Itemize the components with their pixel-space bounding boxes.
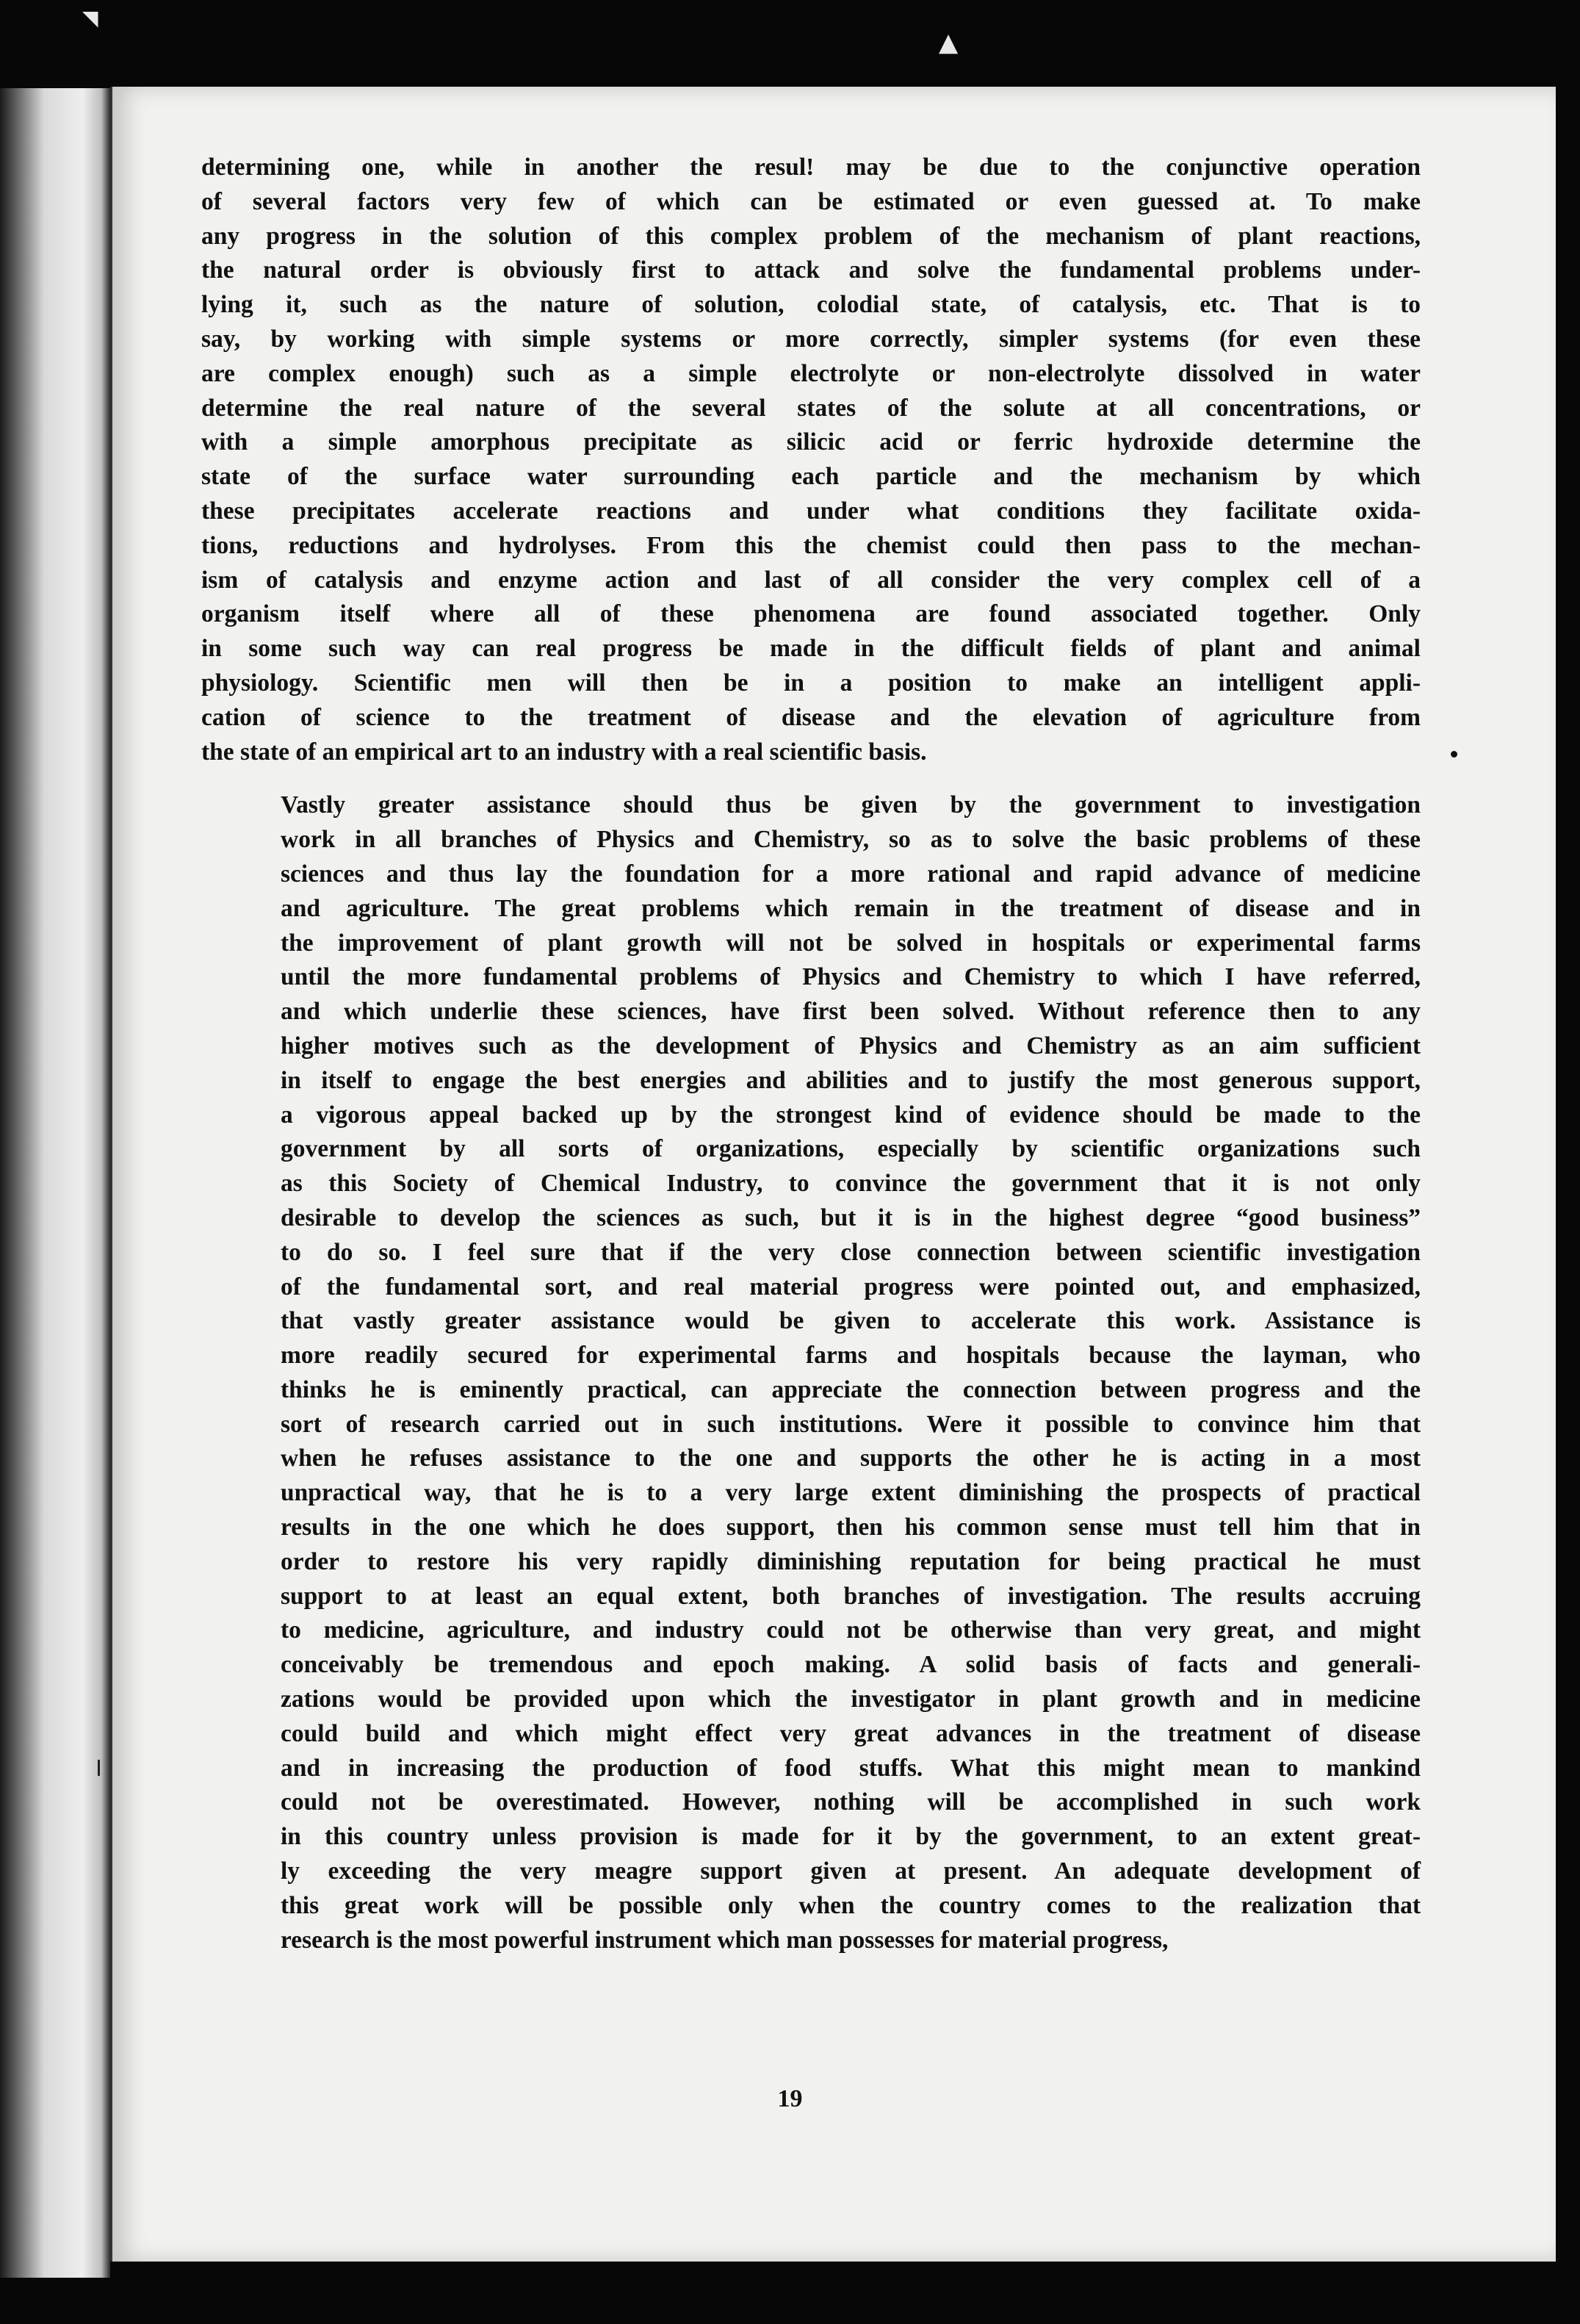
text-line: say, by working with simple systems or more correctly, simpler systems (for even these [201,325,1421,353]
page-body [201,151,1421,1957]
margin-dot [1451,751,1457,758]
text-line: more readily secured for experimental farms and hospitals because the layman, who [281,1342,1421,1370]
paragraph-1 [201,151,1421,769]
text-line: in this country unless provision is made for it by the government, to an extent great- [281,1823,1421,1851]
page-number: 19 [777,2085,803,2112]
text-line: unpractical way, that he is to a very large extent diminishing the prospects of practical [281,1479,1421,1507]
text-line: support to at least an equal extent, both branches of investigation. The results accruing [281,1582,1421,1610]
text-line: could build and which might effect very great advances in the treatment of disease [281,1719,1421,1747]
triangle-mark: ▲ [939,28,959,57]
text-line: a vigorous appeal backed up by the strongest kind of evidence should be made to the [281,1101,1421,1129]
text-line: that vastly greater assistance would be given to accelerate this work. Assistance is [281,1307,1421,1335]
text-line: conceivably be tremendous and epoch making. A solid basis of facts and generali- [281,1651,1421,1679]
text-line: and agriculture. The great problems which remain in the treatment of disease and in [281,894,1421,922]
text-line: of the fundamental sort, and real material progress were pointed out, and emphasized, [281,1273,1421,1300]
text-line: to medicine, agriculture, and industry could not be otherwise than very great, and might [281,1616,1421,1644]
text-line: the state of an empirical art to an industry with a real scientific basis. [201,738,927,766]
margin-tick [98,1760,100,1776]
text-line: sciences and thus lay the foundation for a more rational and rapid advance of medicine [281,860,1421,888]
text-line: determine the real nature of the several states of the solute at all concentrations, or [201,394,1421,422]
text-line: government by all sorts of organizations, especially by scientific organizations such [281,1135,1421,1163]
text-line: Vastly greater assistance should thus be given by the government to investigation [281,791,1421,819]
text-line: when he refuses assistance to the one and supports the other he is acting in a most [281,1445,1421,1472]
text-line: physiology. Scientific men will then be in a position to make an intelligent appli- [201,669,1421,697]
text-line: as this Society of Chemical Industry, to convince the government that it is not only [281,1170,1421,1198]
text-line: ly exceeding the very meagre support given at present. An adequate development of [281,1857,1421,1885]
text-line: until the more fundamental problems of Physics and Chemistry to which I have referred, [281,963,1421,991]
text-line: desirable to develop the sciences as such, but it is in the highest degree “good business” [281,1204,1421,1231]
text-line: tions, reductions and hydrolyses. From this the chemist could then pass to the mechan- [201,531,1421,559]
text-line: the improvement of plant growth will not be solved in hospitals or experimental farms [281,929,1421,957]
text-line: ism of catalysis and enzyme action and last of all consider the very complex cell of a [201,566,1421,594]
text-line: cation of science to the treatment of disease and the elevation of agriculture from [201,703,1421,731]
text-line: higher motives such as the development of Physics and Chemistry as an aim sufficient [281,1032,1421,1060]
paragraph-2 [201,788,1421,1957]
text-line: research is the most powerful instrument which man possesses for material progress, [281,1926,1169,1954]
text-line: work in all branches of Physics and Chemistry, so as to solve the basic problems of these [281,826,1421,854]
text-line: results in the one which he does support, then his common sense must tell him that in [281,1514,1421,1541]
text-line: these precipitates accelerate reactions and under what conditions they facilitate oxida- [201,497,1421,525]
text-line: zations would be provided upon which the investigator in plant growth and in medicine [281,1686,1421,1713]
text-line: with a simple amorphous precipitate as silicic acid or ferric hydroxide determine the [201,428,1421,456]
left-page-edge [0,88,110,2278]
text-line: and in increasing the production of food stuffs. What this might mean to mankind [281,1754,1421,1782]
text-line: to do so. I feel sure that if the very close connection between scientific investigation [281,1238,1421,1266]
text-line: sort of research carried out in such institutions. Were it possible to convince him that [281,1410,1421,1438]
text-line: in itself to engage the best energies and abilities and to justify the most generous support, [281,1066,1421,1094]
text-line: thinks he is eminently practical, can appreciate the connection between progress and the [281,1375,1421,1403]
text-line: could not be overestimated. However, nothing will be accomplished in such work [281,1788,1421,1816]
text-line: organism itself where all of these phenomena are found associated together. Only [201,600,1421,628]
corner-mark: ◥ [82,6,98,30]
text-line: lying it, such as the nature of solution, colodial state, of catalysis, etc. That is to [201,291,1421,319]
text-line: any progress in the solution of this complex problem of the mechanism of plant reactions, [201,222,1421,250]
text-line: state of the surface water surrounding each particle and the mechanism by which [201,463,1421,491]
text-line: order to restore his very rapidly diminishing reputation for being practical he must [281,1547,1421,1575]
text-line: this great work will be possible only when the country comes to the realization that [281,1891,1421,1919]
text-line: in some such way can real progress be made in the difficult fields of plant and animal [201,635,1421,663]
text-line: of several factors very few of which can be estimated or even guessed at. To make [201,187,1421,215]
text-line: and which underlie these sciences, have first been solved. Without reference then to any [281,998,1421,1026]
text-line: are complex enough) such as a simple electrolyte or non-electrolyte dissolved in water [201,359,1421,387]
text-line: the natural order is obviously first to attack and solve the fundamental problems under- [201,256,1421,284]
text-line: determining one, while in another the resul! may be due to the conjunctive operation [201,154,1421,181]
